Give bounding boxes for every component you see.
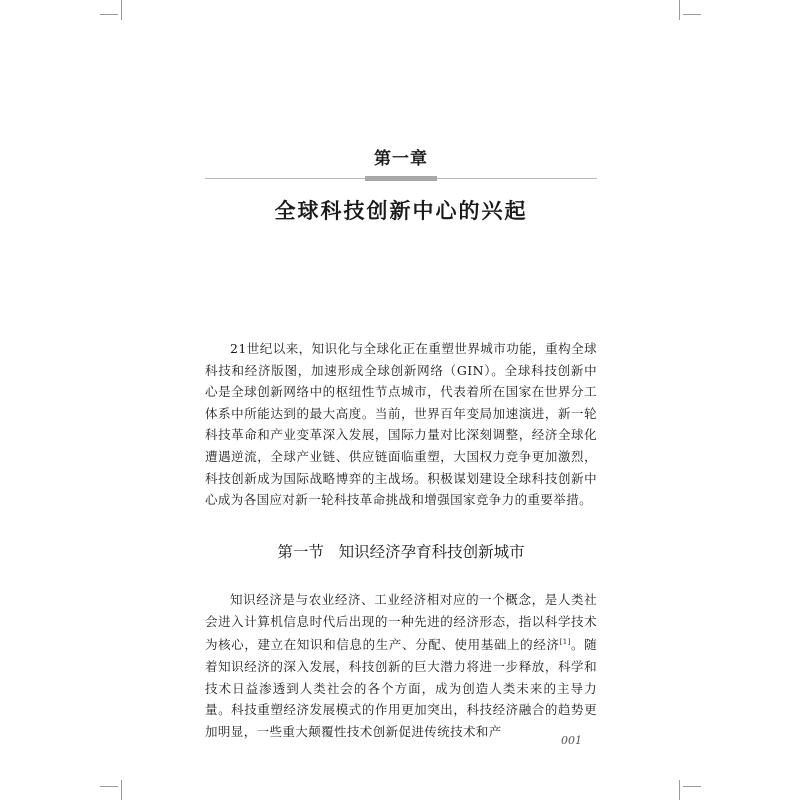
crop-mark-bottom-right-v bbox=[679, 780, 680, 800]
crop-mark-top-right-v bbox=[679, 0, 680, 20]
crop-mark-top-left-h bbox=[100, 14, 118, 15]
chapter-divider bbox=[205, 173, 597, 183]
chapter-label: 第一章 bbox=[374, 149, 428, 169]
footnote-ref[interactable]: [1] bbox=[559, 638, 571, 647]
intro-paragraph: 21世纪以来，知识化与全球化正在重塑世界城市功能，重构全球科技和经济版图，加速形成全球创新网络（GIN）。全球科技创新中心是全球创新网络中的枢纽性节点城市，代表着所在国家在世界分工体系中所能达到的最大高度。当前，世界百年变局加速演进，新一轮科技革命和产业变革深入发展，国际力量对比深刻调整，经济全球化遭遇逆流，全球产业链、供应链面临重塑，大国权力竞争更加激烈，科技创新成为国际战略博弈的主战场。积极谋划建设全球科技创新中心成为各国应对新一轮科技革命挑战和增强国家竞争力的重要举措。 bbox=[205, 341, 597, 508]
chapter-header bbox=[205, 145, 597, 183]
crop-mark-top-right-h bbox=[683, 14, 701, 15]
section-paragraph-part1: 知识经济是与农业经济、工业经济相对应的一个概念，是人类社会进入计算机信息时代后出现的一种先进的经济形态，指以科学技术为核心，建立在知识和信息的生产、分配、使用基础上的经济 bbox=[205, 592, 597, 653]
chapter-title: 全球科技创新中心的兴起 bbox=[274, 199, 528, 223]
section-paragraph-part2: 。随着知识经济的深入发展，科技创新的巨大潜力将进一步释放，科学和技术日益渗透到人类社会的各个方面，成为创造人类未来的主导力量。科技重塑经济发展模式的作用更加突出，科技经济融合的趋势更加明显，一些重大颠覆性技术创新促进传统技术和产 bbox=[205, 637, 597, 739]
section-title: 第一节 知识经济孕育科技创新城市 bbox=[277, 543, 525, 561]
section-paragraph bbox=[205, 589, 597, 742]
page-number: 001 bbox=[561, 734, 582, 747]
crop-mark-bottom-left-h bbox=[100, 786, 118, 787]
crop-mark-bottom-left-v bbox=[121, 780, 122, 800]
crop-mark-top-left-v bbox=[121, 0, 122, 20]
crop-mark-bottom-right-h bbox=[683, 786, 701, 787]
divider-thick-bar bbox=[365, 176, 437, 181]
